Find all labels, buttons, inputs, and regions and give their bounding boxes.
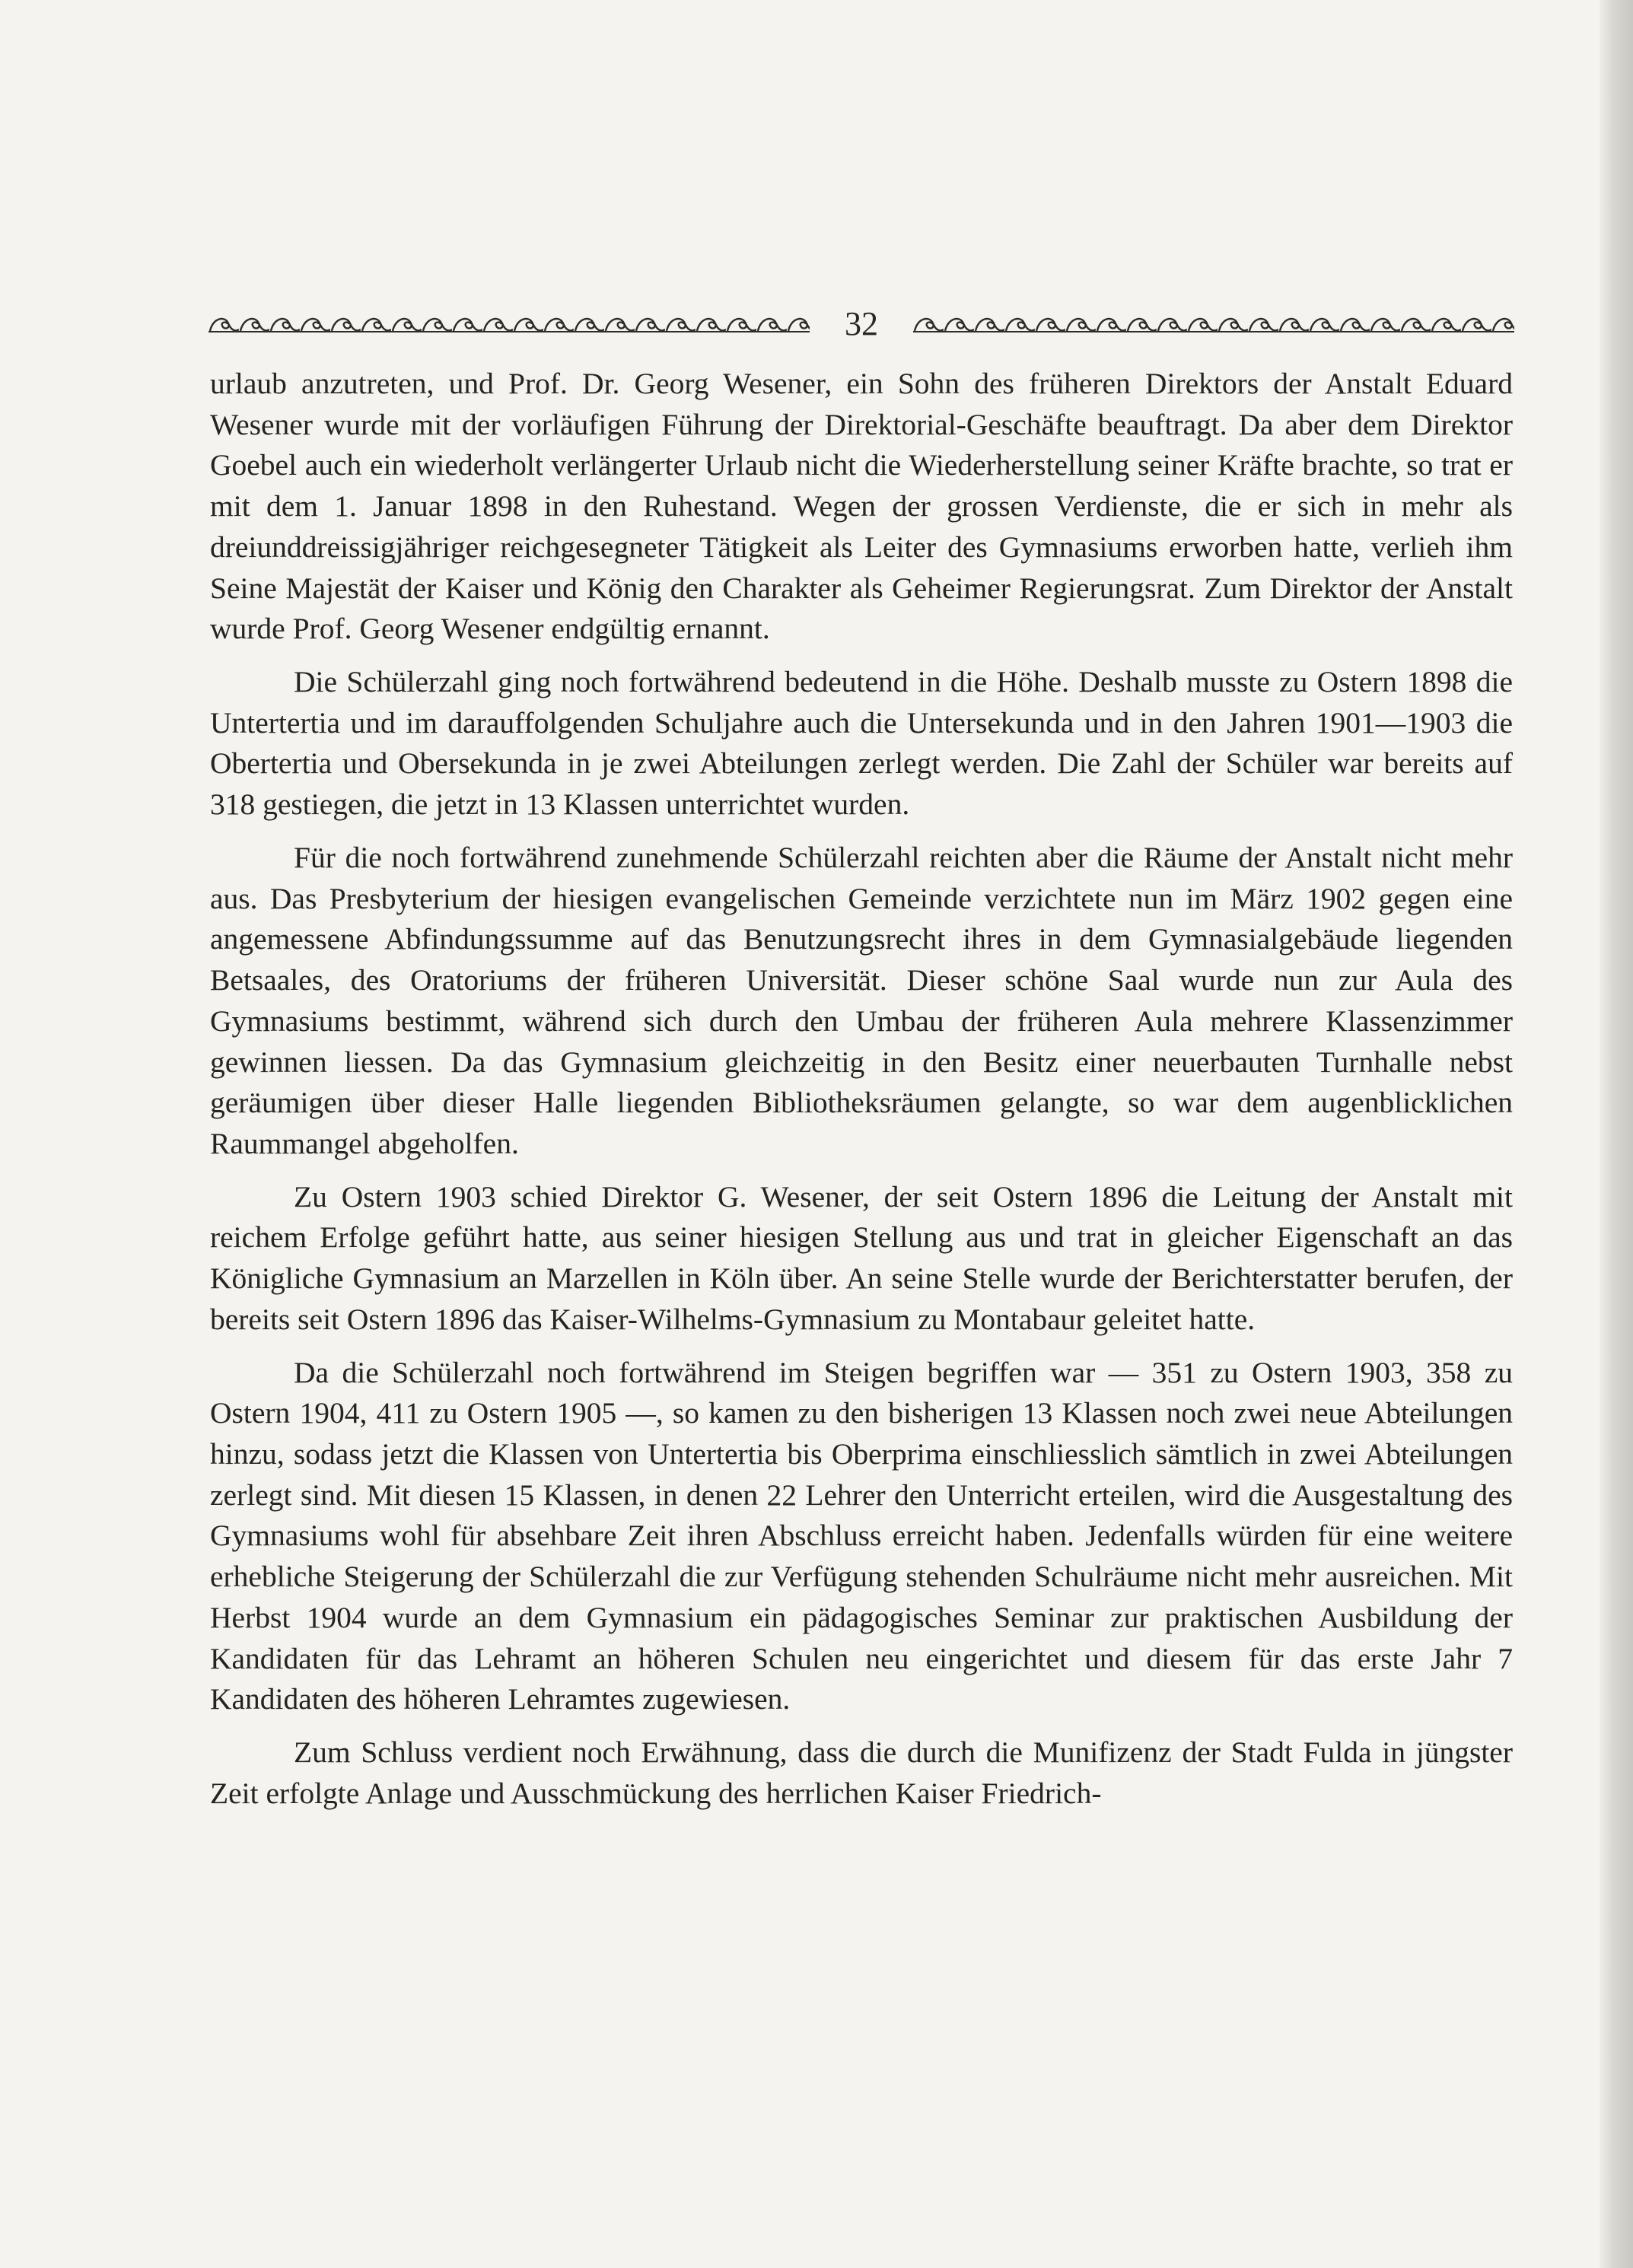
paragraph-enrollment-growth: Die Schülerzahl ging noch fortwährend bedeutend in die Höhe. Deshalb musste zu Ostern 1898 die Untertertia und im darauffolgenden Schuljahre auch die Untersekunda und in den Jahren 1901—1903 die Obertertia und Obersekunda in je zwei Abteilungen zerlegt werden. Die Zahl der Schüler war bereits auf 318 gestiegen, die jetzt in 13 Klassen unterrichtet wurden.: [210, 665, 1513, 822]
paragraph-classes-seminar: Da die Schülerzahl noch fortwährend im Steigen begriffen war — 351 zu Ostern 1903, 358 zu Ostern 1904, 411 zu Ostern 1905 —, so kamen zu den bisherigen 13 Klassen noch zwei neue Abteilungen hinzu, sodass jetzt die Klassen von Untertertia bis Oberprima einschliesslich sämtlich in zwei Abteilungen zerlegt sind. Mit diesen 15 Klassen, in denen 22 Lehrer den Unterricht erteilen, wird die Ausgestaltung des Gymnasiums wohl für absehbare Zeit ihren Abschluss erreicht haben. Jedenfalls würden für eine weitere erhebliche Steigerung der Schülerzahl die zur Verfügung stehenden Schulräume nicht mehr ausreichen. Mit Herbst 1904 wurde an dem Gymnasium ein pädagogisches Seminar zur praktischen Ausbildung der Kandidaten für das Lehramt an höheren Schulen neu eingerichtet und diesem für das erste Jahr 7 Kandidaten des höheren Lehramtes zugewiesen.: [210, 1355, 1513, 1716]
paragraph-rooms-aula: Für die noch fortwährend zunehmende Schülerzahl reichten aber die Räume der Anstalt nicht mehr aus. Das Presbyterium der hiesigen evangelischen Gemeinde verzichtete nun im März 1902 gegen eine angemessene Abfindungssumme auf das Benutzungsrecht ihres in dem Gymnasialgebäude liegenden Betsaales, des Oratoriums der früheren Universität. Dieser schöne Saal wurde nun zur Aula des Gymnasiums bestimmt, während sich durch den Umbau der früheren Aula mehrere Klassenzimmer gewinnen liessen. Da das Gymnasium gleichzeitig in den Besitz einer neuerbauten Turnhalle nebst geräumigen über dieser Halle liegenden Bibliotheksräumen gelangte, so war dem augenblicklichen Raummangel abgeholfen.: [210, 840, 1513, 1160]
right-wave-ornament: [913, 314, 1514, 334]
paragraph-continuation: urlaub anzutreten, und Prof. Dr. Georg Wesener, ein Sohn des früheren Direktors der Anstalt Eduard Wesener wurde mit der vorläufigen Führung der Direktorial-Geschäfte beauftragt. Da aber dem Direktor Goebel auch ein wiederholt verlängerter Urlaub nicht die Wiederherstellung seiner Kräfte brachte, so trat er mit dem 1. Januar 1898 in den Ruhestand. Wegen der grossen Verdienste, die er sich in mehr als dreiunddreissigjähriger reichgesegneter Tätigkeit als Leiter des Gymnasiums erworben hatte, verlieh ihm Seine Majestät der Kaiser und König den Charakter als Geheimer Regierungsrat. Zum Direktor der Anstalt wurde Prof. Georg Wesener endgültig ernannt.: [210, 367, 1513, 646]
page-number: 32: [845, 305, 878, 342]
left-wave-ornament: [209, 314, 810, 334]
page-header: [209, 303, 1514, 345]
paragraph-conclusion: Zum Schluss verdient noch Erwähnung, dass die durch die Munifizenz der Stadt Fulda in jüngster Zeit erfolgte Anlage und Ausschmückung des herrlichen Kaiser Friedrich-: [210, 1735, 1513, 1810]
page-edge-shadow: [1600, 0, 1633, 2268]
paragraph-director-change: Zu Ostern 1903 schied Direktor G. Wesener, der seit Ostern 1896 die Leitung der Anstalt mit reichem Erfolge geführt hatte, aus seiner hiesigen Stellung aus und trat in gleicher Eigenschaft an das Königliche Gymnasium an Marzellen in Köln über. An seine Stelle wurde der Berichterstatter berufen, der bereits seit Ostern 1896 das Kaiser-Wilhelms-Gymnasium zu Montabaur geleitet hatte.: [210, 1179, 1513, 1336]
body-text: [210, 364, 1513, 1814]
